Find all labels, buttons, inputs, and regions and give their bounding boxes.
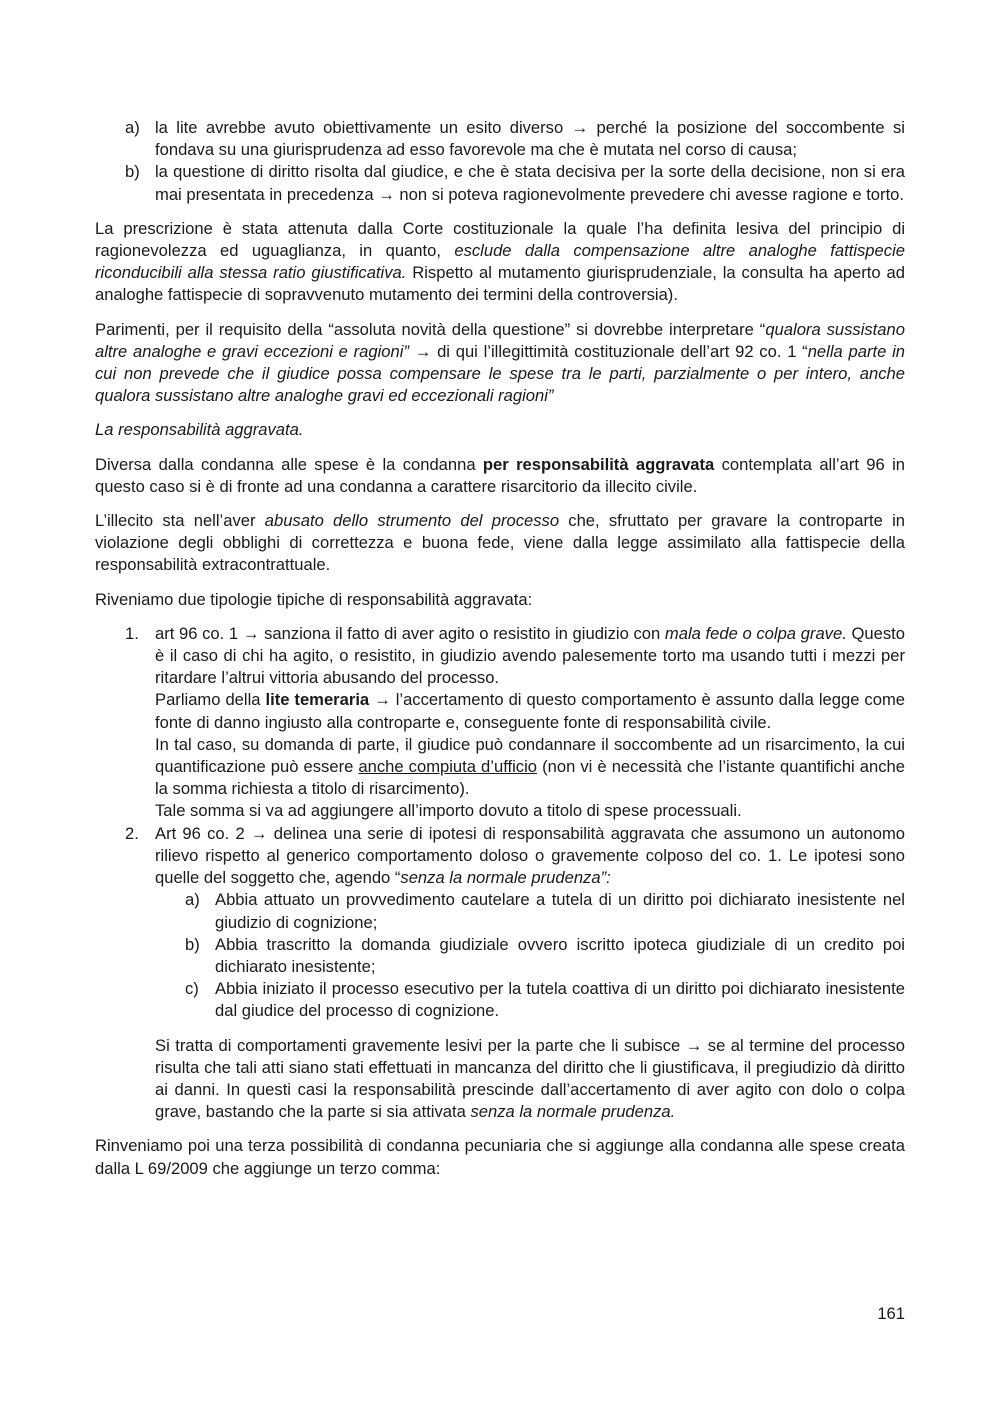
text-run: → di qui l’illegittimità costituzionale dell’art 92 co. 1 “ [408, 341, 808, 361]
list-item [95, 117, 905, 161]
text-run: Rinveniamo poi una terza possibilità di condanna pecuniaria che si aggiunge alla condanna alle spese creata dalla L 69/2009 che aggiunge un terzo comma: [95, 1136, 905, 1178]
list-top [95, 117, 905, 206]
text-run: esclude dalla compensazione altre analoghe fattispecie riconducibili alla stessa ratio giustificativa. [95, 241, 905, 283]
text-run: Si tratta di comportamenti gravemente lesivi per la parte che li subisce → se al termine del processo risulta che tali atti siano stati effettuati in mancanza del diritto che li giustificava, il pregiudizio dà diritto ai danni. In questi casi la responsabilità prescinde dall’accertamento di aver agito con dolo o colpa grave, bastando che la parte si sia attivata [155, 1035, 905, 1122]
text-run: Questo è il caso di chi ha agito, o resistito, in giudizio avendo palesemente torto ma usando tutti i mezzi per ritardare l’altrui vittoria abusando del processo. [155, 623, 905, 688]
text-run: L’illecito sta nell’aver [95, 511, 265, 531]
text-run: abusato dello strumento del processo [264, 511, 560, 531]
text-run: (non vi è necessità che l’istante quantifichi anche la somma richiesta a titolo di risarcimento). [155, 757, 906, 799]
text-run: In tal caso, su domanda di parte, il giudice può condannare il soccombente ad un risarcimento, la cui quantificazione può essere [155, 734, 905, 777]
text-run: la lite avrebbe avuto obiettivamente un esito diverso → perché la posizione del soccombente si fondava su una giurisprudenza ad esso favorevole ma che è mutata nel corso di causa; [155, 118, 905, 160]
list-marker: a) [185, 890, 200, 910]
text-run: qualora sussistano altre analoghe e gravi eccezioni e ragioni” [95, 319, 905, 361]
text-run: Parimenti, per il requisito della “assoluta novità della questione” si dovrebbe interpretare “ [95, 319, 766, 339]
text-run: La prescrizione è stata attenuta dalla Corte costituzionale la quale l’ha definita lesiva del principio di ragionevolezza ed uguaglianza, in quanto, [95, 218, 905, 261]
text-run: → l’accertamento di questo comportamento è assunto dalla legge come fonte di danno ingiusto alla controparte e, conseguente fonte di responsabilità civile. [155, 690, 905, 732]
paragraph [95, 454, 905, 498]
list-item-2-body [155, 823, 905, 1124]
list-item-line [155, 623, 905, 690]
sub-list-item-text [215, 889, 905, 933]
text-run: Rispetto al mutamento giurisprudenziale, la consulta ha aperto ad analoghe fattispecie di sopravvenuto mutamento dei termini della controversia). [95, 263, 905, 305]
paragraph [95, 589, 905, 611]
text-run: Tale somma si va ad aggiungere all’importo dovuto a titolo di spese processuali. [155, 801, 742, 821]
text-run: per responsabilità aggravata [482, 454, 715, 474]
sub-list [155, 889, 905, 1022]
list-marker: 1. [125, 623, 139, 643]
text-run: anche compiuta d’ufficio [358, 757, 538, 777]
page-number: 161 [877, 1304, 905, 1323]
list-item [95, 161, 905, 205]
text-run: contemplata all’art 96 in questo caso si è di fronte ad una condanna a carattere risarcitorio da illecito civile. [95, 454, 905, 496]
final-paragraph [95, 1135, 905, 1179]
list-marker: 2. [125, 823, 139, 843]
text-run: la questione di diritto risolta dal giudice, e che è stata decisiva per la sorte della decisione, non si era mai presentata in precedenza → non si poteva ragionevolmente prevedere chi avesse ragione e torto. [155, 162, 905, 204]
list-item-line [155, 689, 905, 733]
sub-list-item [155, 934, 905, 978]
list-marker: a) [125, 118, 140, 137]
paragraph [95, 510, 905, 577]
sub-list-item-text [215, 934, 905, 978]
list-item-text [155, 117, 905, 161]
document-page [95, 117, 905, 1192]
text-run: senza la normale prudenza”: [400, 868, 611, 888]
text-run: Diversa dalla condanna alle spese è la condanna [95, 454, 483, 474]
text-run: Riveniamo due tipologie tipiche di responsabilità aggravata: [95, 589, 533, 609]
list-marker: b) [125, 162, 140, 182]
text-run: mala fede o colpa grave. [664, 623, 847, 643]
text-run: Parliamo della [155, 690, 266, 710]
sub-list-item-text [215, 978, 905, 1022]
list-item-2-intro [155, 823, 905, 890]
text-run: nella parte in cui non prevede che il giudice possa compensare le spese tra le parti, parzialmente o per intero, anche qualora sussistano altre analoghe gravi ed eccezionali ragioni” [95, 341, 905, 406]
list-item-line [155, 800, 905, 822]
text-run: che, sfruttato per gravare la controparte in violazione degli obblighi di correttezza e buona fede, viene dalla legge assimilato alla fattispecie della responsabilità extracontrattuale. [95, 511, 906, 575]
list-item-2 [95, 823, 905, 1124]
list-item-2-closing [155, 1035, 905, 1124]
text-run: Abbia iniziato il processo esecutivo per la tutela coattiva di un diritto poi dichiarato inesistente dal giudice del processo di cognizione. [215, 979, 905, 1021]
paragraphs [95, 218, 905, 611]
sub-list-item [155, 978, 905, 1022]
text-run: senza la normale prudenza. [470, 1102, 676, 1122]
text-run: art 96 co. 1 → sanziona il fatto di aver agito o resistito in giudizio con [155, 623, 665, 643]
list-item-text [155, 161, 905, 205]
list-marker: c) [185, 979, 199, 999]
list-marker: b) [185, 934, 200, 954]
list-item-line [155, 734, 905, 801]
text-run: Abbia attuato un provvedimento cautelare a tutela di un diritto poi dichiarato inesistente nel giudizio di cognizione; [215, 890, 905, 932]
list-item-1 [95, 623, 905, 823]
section-heading [95, 419, 905, 441]
text-run: La responsabilità aggravata. [95, 420, 304, 440]
text-run: lite temeraria [265, 690, 370, 710]
text-run: Art 96 co. 2 → delinea una serie di ipotesi di responsabilità aggravata che assumono un autonomo rilievo rispetto al generico comportamento doloso o gravemente colposo del co. 1. Le ipotesi sono quelle del soggetto che, agendo “ [155, 823, 905, 888]
sub-list-item [155, 889, 905, 933]
paragraph [95, 319, 905, 408]
text-run: Abbia trascritto la domanda giudiziale ovvero iscritto ipoteca giudiziale di un credito poi dichiarato inesistente; [215, 934, 905, 976]
list-item-1-body [155, 623, 905, 823]
paragraph [95, 218, 905, 307]
